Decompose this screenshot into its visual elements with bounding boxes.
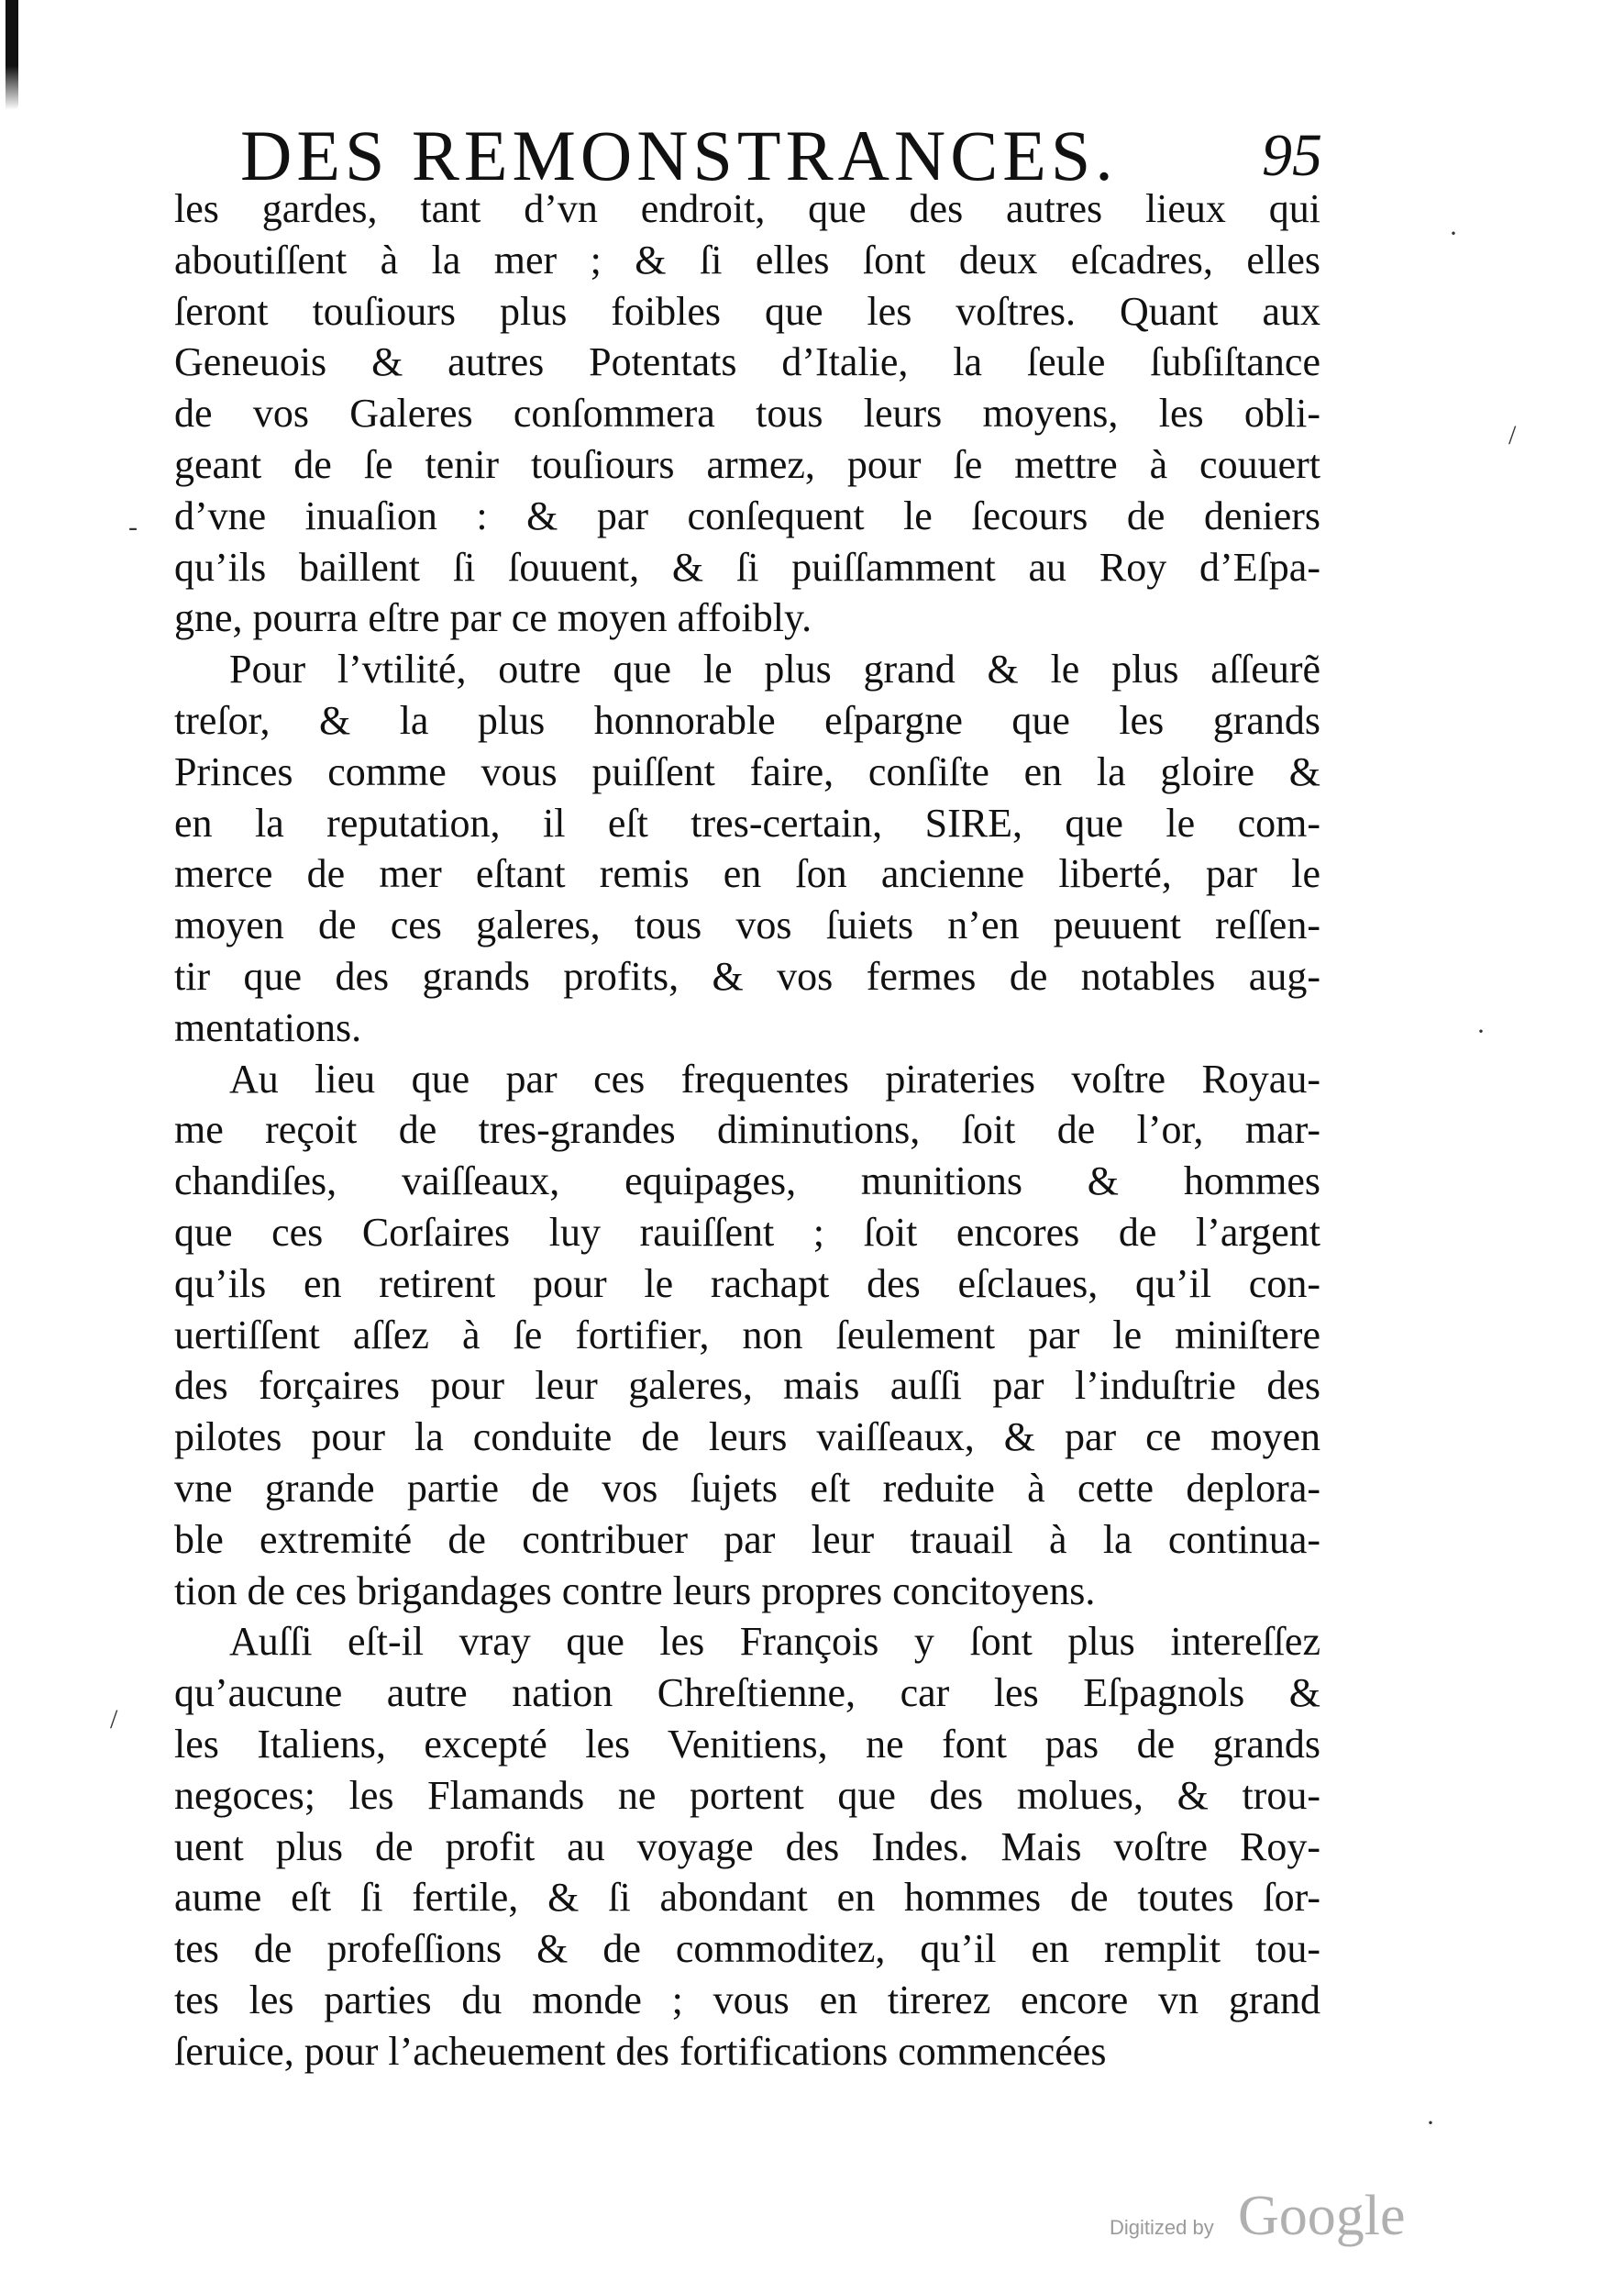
paragraph	[174, 1054, 1320, 1617]
google-logo: Google	[1238, 2185, 1406, 2247]
text-line: que ces Corſaires luy rauiſſent ; ſoit encores de l’argent	[174, 1209, 1320, 1255]
text-line: me reçoit de tres-grandes diminutions, ſoit de l’or, mar-	[174, 1107, 1320, 1153]
text-line: qu’aucune autre nation Chreſtienne, car les Eſpagnols &	[174, 1670, 1320, 1716]
text-line: tion de ces brigandages contre leurs propres concitoyens.	[174, 1567, 1096, 1613]
page-number: 95	[1262, 122, 1322, 189]
text-line: de vos Galeres conſommera tous leurs moyens, les obli-	[174, 391, 1320, 437]
stray-mark: /	[110, 1704, 118, 1734]
text-line: mentations.	[174, 1004, 362, 1050]
text-line: des forçaires pour leur galeres, mais auſſi par l’induſtrie des	[174, 1363, 1320, 1409]
google-watermark	[1110, 2179, 1440, 2253]
text-line: les Italiens, excepté les Venitiens, ne font pas de grands	[174, 1721, 1320, 1767]
text-line: ſeront touſiours plus foibles que les voſtres. Quant aux	[174, 288, 1320, 334]
text-line: d’vne inuaſion : & par conſequent le ſecours de deniers	[174, 493, 1320, 538]
paragraph	[174, 1616, 1320, 2077]
stray-mark: -	[128, 512, 138, 542]
text-line: gne, pourra eſtre par ce moyen affoibly.	[174, 595, 812, 641]
body-text	[174, 183, 1320, 2077]
text-line: tir que des grands profits, & vos fermes de notables aug-	[174, 953, 1320, 999]
text-line: Au lieu que par ces frequentes pirateries voſtre Royau-	[229, 1056, 1320, 1102]
text-line: aboutiſſent à la mer ; & ſi elles ſont deux eſcadres, elles	[174, 237, 1320, 282]
text-line: Princes comme vous puiſſent faire, conſiſte en la gloire &	[174, 748, 1320, 794]
text-line: ble extremité de contribuer par leur trauail à la continua-	[174, 1516, 1320, 1562]
text-line: negoces; les Flamands ne portent que des molues, & trou-	[174, 1772, 1320, 1818]
text-line: qu’ils en retirent pour le rachapt des eſclaues, qu’il con-	[174, 1260, 1320, 1306]
text-line: Pour l’vtilité, outre que le plus grand & le plus aſſeurẽ	[229, 647, 1320, 692]
text-line: chandiſes, vaiſſeaux, equipages, munitions & hommes	[174, 1158, 1320, 1204]
text-line: uertiſſent aſſez à ſe fortifier, non ſeulement par le miniſtere	[174, 1312, 1320, 1357]
stray-mark: ·	[1449, 218, 1458, 249]
text-line: qu’ils baillent ſi ſouuent, & ſi puiſſamment au Roy d’Eſpa-	[174, 544, 1320, 590]
text-line: tes les parties du monde ; vous en tirerez encore vn grand	[174, 1977, 1320, 2022]
text-line: tes de profeſſions & de commoditez, qu’il en remplit tou-	[174, 1926, 1320, 1972]
text-line: treſor, & la plus honnorable eſpargne que les grands	[174, 697, 1320, 743]
text-line: uent plus de profit au voyage des Indes. Mais voſtre Roy-	[174, 1823, 1320, 1869]
running-title: DES REMONSTRANCES.	[240, 116, 1118, 195]
text-line: en la reputation, il eſt tres-certain, SIRE, que le com-	[174, 800, 1320, 846]
text-line: merce de mer eſtant remis en ſon ancienne liberté, par le	[174, 851, 1320, 897]
text-line: aume eſt ſi fertile, & ſi abondant en hommes de toutes ſor-	[174, 1875, 1320, 1921]
text-line: les gardes, tant d’vn endroit, que des autres lieux qui	[174, 186, 1320, 231]
text-line: pilotes pour la conduite de leurs vaiſſeaux, & par ce moyen	[174, 1414, 1320, 1460]
text-line: vne grande partie de vos ſujets eſt reduite à cette deplora-	[174, 1465, 1320, 1511]
paragraph	[174, 183, 1320, 644]
text-line: ſeruice, pour l’acheuement des fortifications commencées	[174, 2028, 1107, 2074]
stray-mark: ·	[1476, 1016, 1486, 1047]
paragraph	[174, 644, 1320, 1053]
stray-mark: ·	[1426, 2108, 1435, 2138]
stray-mark: /	[1508, 420, 1517, 450]
page-binding-edge	[6, 0, 18, 110]
text-line: geant de ſe tenir touſiours armez, pour ſe mettre à couuert	[174, 441, 1320, 487]
watermark-prefix: Digitized by	[1110, 2216, 1214, 2239]
text-line: moyen de ces galeres, tous vos ſuiets n’en peuuent reſſen-	[174, 903, 1320, 948]
text-line: Auſſi eſt-il vray que les François y ſont plus intereſſez	[229, 1619, 1320, 1665]
text-line: Geneuois & autres Potentats d’Italie, la ſeule ſubſiſtance	[174, 339, 1320, 385]
